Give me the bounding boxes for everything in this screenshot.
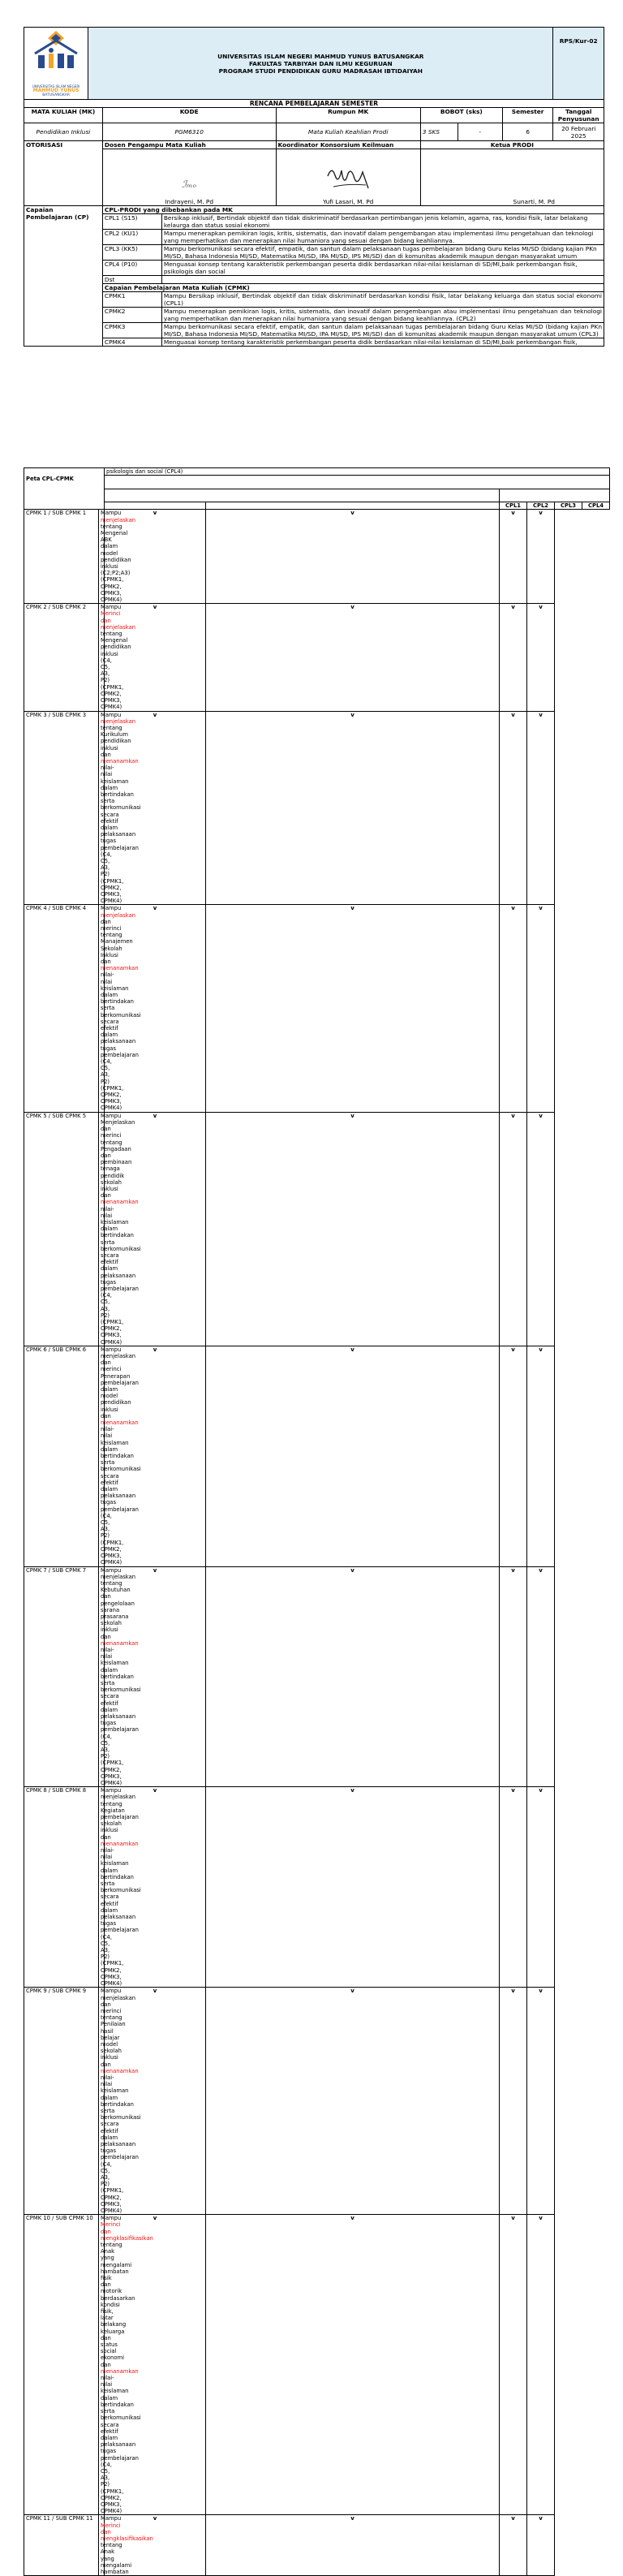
faculty-name: FAKULTAS TARBIYAH DAN ILMU KEGURUAN [248, 59, 393, 67]
value-course: Pendidikan Inklusi [24, 123, 103, 141]
highlight-verb: menanamkan [101, 1419, 139, 1427]
check-mark: v [527, 2515, 555, 2576]
check-mark: v [527, 1787, 555, 1988]
map-rows [24, 510, 610, 2576]
logo-line-3: BATUSANGKAR [42, 93, 70, 97]
uin-logo-icon [27, 29, 85, 83]
head-name: Sunarti, M. Pd [513, 198, 555, 205]
logo-line-1: UNIVERSITAS ISLAM NEGERI [32, 84, 80, 88]
label-code: KODE [102, 108, 276, 123]
cpl-code: Dst [102, 276, 161, 284]
cpl-header: CPL1 [500, 502, 527, 510]
check-mark: v [527, 1566, 555, 1787]
map-row-description [99, 2515, 153, 2576]
check-mark: v [206, 905, 500, 1112]
description-text: Mampu [101, 604, 122, 611]
check-mark: v [206, 1112, 500, 1346]
coordinator-name: Yufi Lasari, M. Pd [322, 198, 374, 205]
check-mark: v [500, 905, 527, 1112]
cpl-text: Mampu berkomunikasi secara efektif, empatik, dan santun dalam pelaksanaan tugas pembelajaran bidang Guru Kelas MI/SD (bidang kajian PKn MI/SD, Bahasa Indonesia MI/SD, Matematika MI/SD, IPA MI/SD, IPS MI/SD) dan di komunitas akademik maupun dengan masyarakat umum [161, 245, 604, 261]
logo-line-2: MAHMUD YUNUS [32, 88, 79, 93]
check-mark: v [206, 1346, 500, 1566]
map-row [24, 2215, 610, 2515]
map-row-description [99, 1566, 141, 1787]
highlight-verb: menjelaskan [101, 516, 136, 523]
label-cp: Capaian Pembelajaran (CP) [24, 206, 103, 347]
map-row-description [99, 1346, 141, 1566]
map-row-label: CPMK 10 / SUB CPMK 10 [24, 2215, 99, 2515]
highlight-verb: menanamkan [101, 1639, 139, 1647]
check-mark: v [527, 1112, 555, 1346]
coordinator-signature-icon [324, 164, 372, 196]
map-row-description [99, 711, 141, 905]
description-text: nilai-nilai keislaman dalam bertindakan serta berkomunikasi secara efektif dalam pelaksanaan tugas pembelajaran (C4, C5, A3, P2) (CPMK1, CPMK2, CPMK3, CPMK4) [101, 1205, 141, 1346]
check-mark: v [105, 2515, 206, 2576]
highlight-verb: menanamkan [101, 1840, 139, 1847]
map-row-label: CPMK 2 / SUB CPMK 2 [24, 604, 99, 711]
institution-heading [88, 28, 553, 100]
check-mark: v [500, 510, 527, 604]
description-text: tentang Mengenal ABK dalam model pendidikan inklusi (C2;P2;A3) (CPMK1, CPMK2, CPMK3, CPMK4) [101, 523, 131, 604]
description-text: Mampu [101, 2515, 122, 2522]
cpl-code: CPL3 (KK5) [102, 245, 161, 261]
label-authorization: OTORISASI [24, 141, 103, 206]
map-row [24, 1566, 610, 1787]
value-semester: 6 [502, 123, 553, 141]
cpmk-text: Mampu berkomunikasi secara efektif, empatik, dan santun dalam pelaksanaan tugas pembelajaran bidang Guru Kelas MI/SD (bidang kajian PKn MI/SD, Bahasa Indonesia MI/SD, Matematika MI/SD, IPA MI/SD, IPS MI/SD) dan di komunitas akademik maupun dengan masyarakat umum (CPL3) [161, 323, 604, 338]
cpl-header: CPL2 [527, 502, 555, 510]
description-text: tentang Mengenal pendidikan inklusi (C4, C5, A3, P2) (CPMK1, CPMK2, CPMK3, CPMK4) [101, 631, 131, 711]
check-mark: v [527, 2215, 555, 2515]
value-credit-extra: - [458, 123, 502, 141]
map-row-description [99, 604, 136, 711]
map-row-label: CPMK 9 / SUB CPMK 9 [24, 1988, 99, 2215]
label-coordinator: Koordinator Konsorsium Keilmuan [276, 141, 420, 149]
check-mark: v [500, 2215, 527, 2515]
map-row [24, 1346, 610, 1566]
description-text: nilai-nilai keislaman dalam bertindakan serta berkomunikasi secara efektif dalam pelaksanaan tugas pembelajaran (C4, C5, A3, P2) (CPMK1, CPMK2, CPMK3, CPMK4) [101, 1646, 141, 1786]
map-row [24, 711, 610, 905]
check-mark: v [206, 2515, 500, 2576]
description-text: dan merinci tentang Manajemen Sekolah Inklusi dan [101, 918, 133, 966]
map-row-description [99, 1112, 141, 1346]
map-row-label: CPMK 8 / SUB CPMK 8 [24, 1787, 99, 1988]
cpmk-code: CPMK3 [102, 323, 161, 338]
description-text: nilai-nilai keislaman dalam bertindakan serta berkomunikasi secara efektif dalam pelaksanaan tugas pembelajaran (C4, C5, A3, P2) (CPMK1, CPMK2, CPMK3, CPMK4) [101, 765, 141, 905]
description-text: Mampu [101, 2215, 122, 2222]
description-text: tentang Anak yang mengalami hambatan fisik dan motorik berdasarkan kondisi fisik, latar belakang keluarga dan status social ekonomi dan [101, 2242, 135, 2368]
highlight-verb: menanamkan [101, 2367, 139, 2375]
description-text: Mampu menjelaskan dan merinci tentang Penilaian hasil belajar model sekolah inklusi dan [101, 1988, 136, 2068]
map-label: Peta CPL-CPMK [24, 476, 105, 510]
check-mark: v [500, 1787, 527, 1988]
map-row [24, 604, 610, 711]
map-spacer [500, 489, 610, 502]
map-row [24, 2515, 610, 2576]
doc-title: RENCANA PEMBELAJARAN SEMESTER [24, 100, 604, 108]
description-text: nilai-nilai keislaman dalam bertindakan serta berkomunikasi secara efektif dalam pelaksanaan tugas pembelajaran (C4, C5, A3, P2) (CPMK1, CPMK2, CPMK3, CPMK4) [101, 2074, 141, 2214]
check-mark: v [105, 2215, 206, 2515]
highlight-verb: Merinci dan menjelaskan [101, 610, 136, 631]
description-text: Mampu [101, 711, 122, 718]
check-mark: v [527, 711, 555, 905]
cpmk-text: Mampu Bersikap inklusif, Bertindak objektif dan tidak diskriminatif berdasarkan kondisi fisik, latar belakang keluarga dan status social ekonomi (CPL1) [161, 292, 604, 308]
check-mark: v [206, 604, 500, 711]
cpl-text: Menguasai konsep tentang karakteristik perkembangan peserta didik berdasarkan nilai-nilai keislaman di SD/MI,baik perkembangan fisik, psikologis dan social [161, 261, 604, 276]
check-mark: v [105, 604, 206, 711]
cpmk-heading: Capaian Pembelajaran Mata Kuliah (CPMK) [102, 284, 604, 292]
continuation-spacer [24, 468, 105, 476]
map-row-description [99, 2215, 153, 2515]
lecturer-signature-cell [102, 149, 276, 206]
map-row [24, 1787, 610, 1988]
map-row-description [99, 905, 141, 1112]
check-mark: v [105, 1988, 206, 2215]
map-row-label: CPMK 1 / SUB CPMK 1 [24, 510, 99, 604]
cpmk-text: Mampu menerapkan pemikiran logis, kritis, sistematis, dan inovatif dalam pengembangan atau implementasi ilmu pengetahuan dan teknologi yang memperhatikan dan menerapkan nilai humaniora yang sesuai dengan bidang keahliannya. (CPL2) [161, 308, 604, 323]
description-text: tentang Anak yang mengalami hambatan [101, 2542, 132, 2575]
check-mark: v [500, 2515, 527, 2576]
label-semester: Semester [502, 108, 553, 123]
check-mark: v [206, 1988, 500, 2215]
cpl-code: CPL2 (KU1) [102, 230, 161, 245]
value-code: PGM6310 [102, 123, 276, 141]
cpmk-code: CPMK1 [102, 292, 161, 308]
value-cluster: Mata Kuliah Keahlian Prodi [276, 123, 420, 141]
check-mark: v [500, 604, 527, 711]
program-name: PROGRAM STUDI PENDIDIKAN GURU MADRASAH IBTIDAIYAH [218, 67, 423, 75]
description-text: Mampu menjelaskan tentang Kegiatan pembelajaran sekolah inklusi dan [101, 1787, 139, 1841]
lecturer-name: Indrayeni, M. Pd [165, 198, 214, 205]
head-signature-cell [420, 149, 604, 206]
label-lecturer: Dosen Pengampu Mata Kuliah [102, 141, 276, 149]
value-date: 20 Februari 2025 [553, 123, 604, 141]
cpl-code: CPL4 (P10) [102, 261, 161, 276]
cpl-heading: CPL-PRODI yang dibebankan pada MK [102, 206, 604, 214]
check-mark: v [527, 905, 555, 1112]
map-row-label: CPMK 6 / SUB CPMK 6 [24, 1346, 99, 1566]
description-text: Mampu menjelaskan tentang Kebutuhan dan pengelolaan sarana prasarana sekolah inklusi dan [101, 1566, 136, 1640]
description-text: Mampu [101, 905, 122, 912]
cpl-header: CPL3 [555, 502, 582, 510]
highlight-verb: Merinci dan mengklasifikasikan [101, 2221, 153, 2242]
check-mark: v [105, 1346, 206, 1566]
cpl-text [161, 276, 604, 284]
description-text: tentang Kurikulum pendidikan inklusi dan [101, 724, 131, 758]
check-mark: v [527, 1988, 555, 2215]
label-credit: BOBOT (sks) [420, 108, 502, 123]
highlight-verb: menanamkan [101, 2067, 139, 2074]
check-mark: v [500, 1112, 527, 1346]
check-mark: v [500, 1988, 527, 2215]
highlight-verb: menjelaskan [101, 717, 136, 725]
doc-code: RPS/Kur-02 [553, 28, 604, 100]
map-row [24, 1112, 610, 1346]
rps-header-table [24, 27, 604, 347]
description-text: Mampu menjelaskan dan merinci Penerapan pembelajaran dalam model pendidikan inklusi dan [101, 1346, 139, 1419]
check-mark: v [527, 510, 555, 604]
check-mark: v [105, 1787, 206, 1988]
label-course: MATA KULIAH (MK) [24, 108, 103, 123]
description-text: nilai-nilai keislaman dalam bertindakan serta berkomunikasi secara efektif dalam pelaksanaan tugas pembelajaran (C4, C5, A3, P2) (CPMK1, CPMK2, CPMK3, CPMK4) [101, 1426, 141, 1566]
cpl-cpmk-map-table [24, 467, 610, 2576]
check-mark: v [527, 1346, 555, 1566]
cpl-code: CPL1 (S15) [102, 214, 161, 230]
check-mark: v [206, 2215, 500, 2515]
map-row-label: CPMK 11 / SUB CPMK 11 [24, 2515, 99, 2576]
label-date: Tanggal Penyusunan [553, 108, 604, 123]
check-mark: v [206, 711, 500, 905]
check-mark: v [105, 711, 206, 905]
lecturer-signature-icon: ℐₘₒ [182, 179, 197, 190]
description-text: nilai-nilai keislaman dalam bertindakan serta berkomunikasi secara efektif dalam pelaksanaan tugas pembelajaran (C4, C5, A3, P2) (CPMK1, CPMK2, CPMK3, CPMK4) [101, 2375, 141, 2515]
highlight-verb: menanamkan [101, 757, 139, 765]
map-spacer [206, 489, 500, 502]
map-row-description [99, 1988, 141, 2215]
highlight-verb: menanamkan [101, 1199, 139, 1206]
cpmk-code: CPMK4 [102, 338, 161, 347]
highlight-verb: menjelaskan [101, 911, 136, 919]
map-row [24, 510, 610, 604]
map-spacer [105, 476, 610, 489]
map-row [24, 1988, 610, 2215]
check-mark: v [527, 604, 555, 711]
value-credit: 3 SKS [420, 123, 458, 141]
check-mark: v [500, 1566, 527, 1787]
check-mark: v [206, 510, 500, 604]
coordinator-signature-cell [276, 149, 420, 206]
map-row-label: CPMK 4 / SUB CPMK 4 [24, 905, 99, 1112]
highlight-verb: Merinci dan mengklasifikasikan [101, 2522, 153, 2542]
map-row-label: CPMK 5 / SUB CPMK 5 [24, 1112, 99, 1346]
map-row [24, 905, 610, 1112]
check-mark: v [105, 1112, 206, 1346]
cpmk-text: Menguasai konsep tentang karakteristik perkembangan peserta didik berdasarkan nilai-nilai keislaman di SD/MI,baik perkembangan fisik, [161, 338, 604, 347]
cpl-text: Mampu menerapkan pemikiran logis, kritis, sistematis, dan inovatif dalam pengembangan atau implementasi ilmu pengetahuan dan teknologi yang memperhatikan dan menerapkan nilai humaniora yang sesuai dengan bidang keahliannya. [161, 230, 604, 245]
check-mark: v [105, 510, 206, 604]
map-spacer [105, 489, 206, 502]
description-text: Mampu [101, 510, 122, 517]
description-text: Mampu Menjelaskan dan merinci tentang Pengadaan dan pembinaan tenaga pendidik sekolah inklusi dan [101, 1112, 135, 1200]
check-mark: v [206, 1566, 500, 1787]
check-mark: v [105, 905, 206, 1112]
cpmk-code: CPMK2 [102, 308, 161, 323]
map-row-label: CPMK 7 / SUB CPMK 7 [24, 1566, 99, 1787]
label-head: Ketua PRODI [420, 141, 604, 149]
description-text: nilai-nilai keislaman dalam bertindakan serta berkomunikasi secara efektif dalam pelaksanaan tugas pembelajaran (C4, C5, A3, P2) (CPMK1, CPMK2, CPMK3, CPMK4) [101, 1847, 141, 1988]
university-logo [24, 28, 88, 100]
continuation-text: psikologis dan social (CPL4) [105, 468, 610, 476]
check-mark: v [105, 1566, 206, 1787]
check-mark: v [206, 1787, 500, 1988]
map-row-description [99, 510, 136, 604]
check-mark: v [500, 711, 527, 905]
university-name: UNIVERSITAS ISLAM NEGERI MAHMUD YUNUS BATUSANGKAR [217, 52, 424, 60]
check-mark: v [500, 1346, 527, 1566]
description-text: nilai-nilai keislaman dalam bertindakan serta berkomunikasi secara efektif dalam pelaksanaan tugas pembelajaran (C4, C5, A3, P2) (CPMK1, CPMK2, CPMK3, CPMK4) [101, 971, 141, 1112]
label-cluster: Rumpun MK [276, 108, 420, 123]
cpl-text: Bersikap inklusif, Bertindak objektif dan tidak diskriminatif berdasarkan pertimbangan jenis kelamin, agama, ras, kondisi fisik, latar belakang kelaurga dan status sosial ekonomi [161, 214, 604, 230]
highlight-verb: menanamkan [101, 965, 139, 972]
map-row-description [99, 1787, 141, 1988]
map-row-label: CPMK 3 / SUB CPMK 3 [24, 711, 99, 905]
cpl-header: CPL4 [582, 502, 610, 510]
